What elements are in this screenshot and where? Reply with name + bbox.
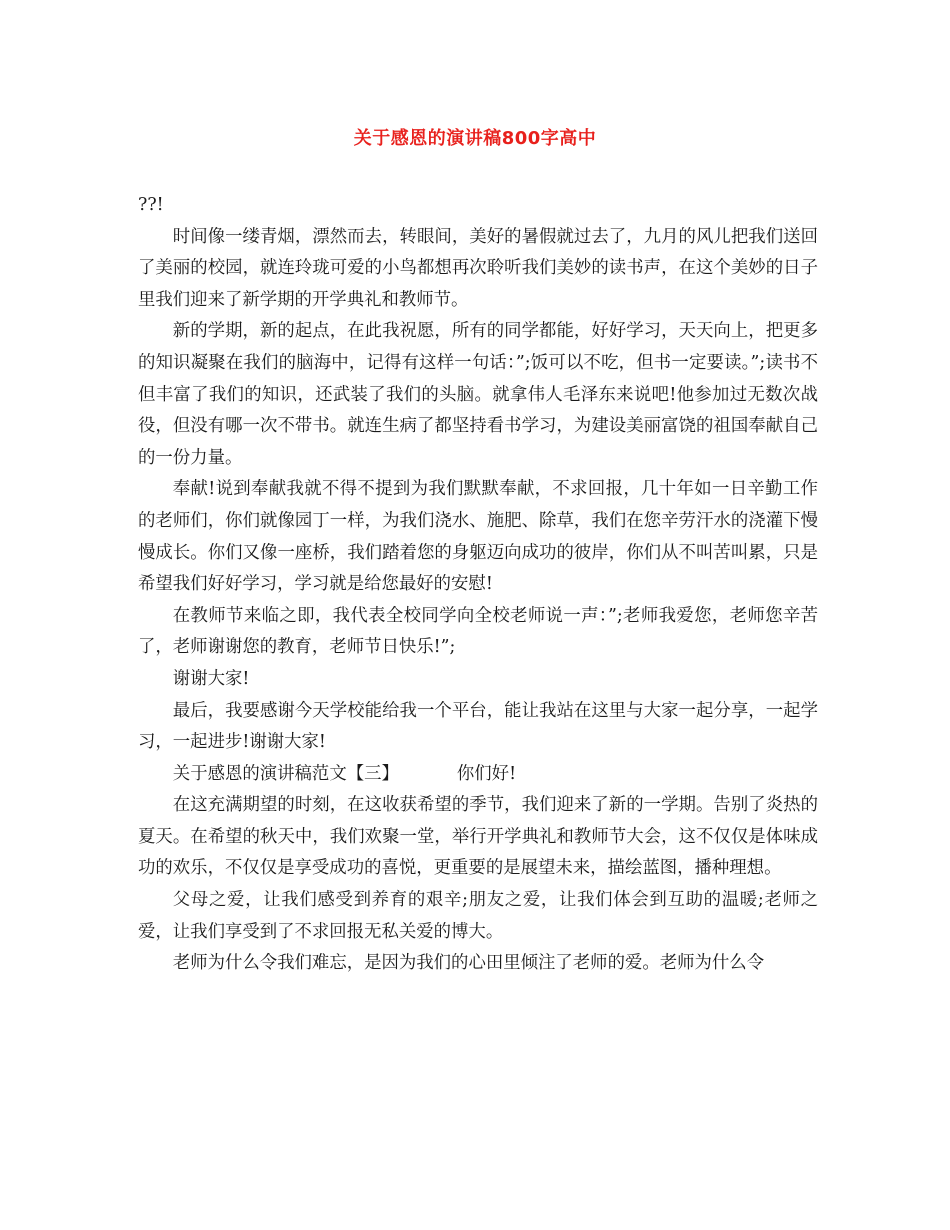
section-greeting: 你们好!: [456, 763, 517, 784]
paragraph-7: 在这充满期望的时刻，在这收获希望的季节，我们迎来了新的一学期。告别了炎热的夏天。在希望的秋天中，我们欢聚一堂，举行开学典礼和教师节大会，这不仅仅是体味成功的欢乐，不仅仅是享受成功的喜悦，更重要的是展望未来，描绘蓝图，播种理想。: [138, 795, 818, 879]
section-heading-line: [138, 759, 818, 791]
paragraph-1: 时间像一缕青烟，漂然而去，转眼间，美好的暑假就过去了，九月的风儿把我们送回了美丽的校园，就连玲珑可爱的小鸟都想再次聆听我们美妙的读书声，在这个美妙的日子里我们迎来了新学期的开学典礼和教师节。: [138, 226, 818, 310]
salutation: ??!: [138, 195, 164, 215]
document-title: 关于感恩的演讲稿800字高中: [353, 128, 597, 149]
paragraph-8: 父母之爱，让我们感受到养育的艰辛;朋友之爱，让我们体会到互助的温暖;老师之爱，让我们享受到了不求回报无私关爱的博大。: [138, 890, 818, 942]
paragraph-5: 谢谢大家!: [172, 668, 250, 689]
document-body: [138, 190, 818, 980]
paragraph-2: 新的学期，新的起点，在此我祝愿，所有的同学都能，好好学习，天天向上，把更多的知识凝聚在我们的脑海中，记得有这样一句话：”;饭可以不吃，但书一定要读。”;读书不但丰富了我们的知识，还武装了我们的头脑。就拿伟人毛泽东来说吧!他参加过无数次战役，但没有哪一次不带书。就连生病了都坚持看书学习，为建设美丽富饶的祖国奉献自己的一份力量。: [138, 321, 818, 468]
paragraph-6: 最后，我要感谢今天学校能给我一个平台，能让我站在这里与大家一起分享，一起学习，一起进步!谢谢大家!: [138, 700, 818, 753]
paragraph-3: 奉献!说到奉献我就不得不提到为我们默默奉献，不求回报，几十年如一日辛勤工作的老师们，你们就像园丁一样，为我们浇水、施肥、除草，我们在您辛劳汗水的浇灌下慢慢成长。你们又像一座桥，我们踏着您的身躯迈向成功的彼岸，你们从不叫苦叫累，只是希望我们好好学习，学习就是给您最好的安慰!: [138, 479, 818, 595]
paragraph-9: 老师为什么令我们难忘，是因为我们的心田里倾注了老师的爱。老师为什么令: [172, 953, 765, 974]
section-heading: 关于感恩的演讲稿范文【三】: [172, 763, 399, 784]
paragraph-4: 在教师节来临之即，我代表全校同学向全校老师说一声：”;老师我爱您，老师您辛苦了，老师谢谢您的教育，老师节日快乐!”;: [138, 605, 818, 658]
